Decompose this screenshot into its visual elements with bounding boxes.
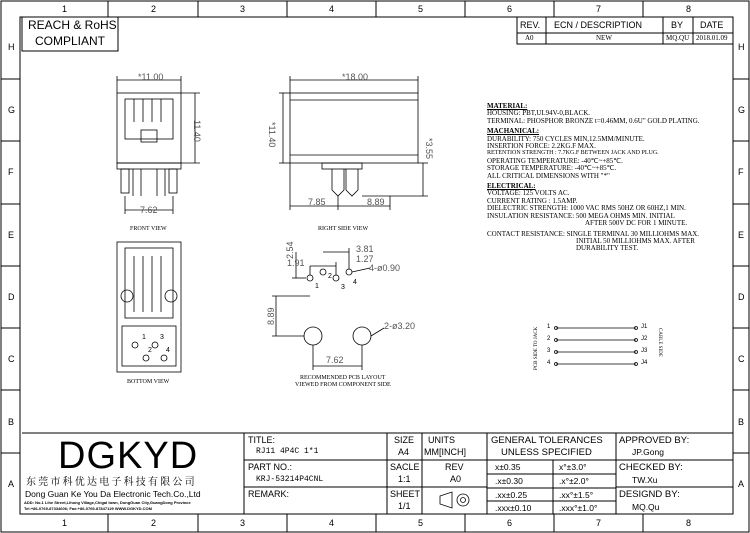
grid-row-b: B <box>8 417 15 427</box>
pcb-dim-1-91: 1.91 <box>287 258 305 268</box>
schematic-right-pin-j4: J4 <box>641 360 648 366</box>
spec-critical: ALL CRITICAL DIMENSIONS WITH "*" <box>487 171 610 180</box>
material-heading: MATERIAL: <box>487 102 528 110</box>
electrical-heading: ELECTRICAL: <box>487 182 536 191</box>
spec-dielectric: DIELECTRIC STRENGTH: 1000 VAC RMS 50HZ OR 60HZ,1 MIN. <box>487 204 686 213</box>
sheet-value: 1/1 <box>398 501 411 511</box>
grid-row-c: C <box>8 354 15 364</box>
company-name-cn: 东莞市科优达电子科技有限公司 <box>26 477 197 488</box>
front-dim-pin-span: 7.62 <box>140 205 158 215</box>
spec-storage: STORAGE TEMPERATURE: -40℃~+85℃. <box>487 164 617 173</box>
projection-symbol <box>440 492 469 508</box>
grid-row-h-right: H <box>738 42 745 52</box>
tolerance-angular-0: x°±3.0° <box>559 462 587 472</box>
spec-housing: HOUSING: PBT,UL94V-0,BLACK. <box>487 109 591 118</box>
grid-col-6-bottom: 6 <box>507 518 513 528</box>
company-address: ADD: No.1 Lihe Street,Lihong Village,Chigal town, DongGuan City,GuangDong Province <box>24 500 191 505</box>
remark-label: REMARK: <box>248 489 290 499</box>
tolerance-angular-1: .x°±2.0° <box>559 476 589 486</box>
spec-insertion: INSERTION FORCE: 2.2KG.F MAX. <box>487 142 596 151</box>
rev-header-by: BY <box>671 20 684 30</box>
bottom-pin-3: 3 <box>160 334 164 341</box>
tolerance-angular-3: .xxx°±1.0° <box>559 503 598 513</box>
spec-retention: RETENTION STRENGTH : 7.7KG.F BETWEEN JACK AND PLUG. <box>487 150 659 157</box>
compliance-line-1: REACH & RoHS <box>28 18 117 32</box>
pcb-dim-1-27: 1.27 <box>356 254 374 264</box>
grid-col-7: 7 <box>596 4 602 14</box>
pcb-dim-3-81: 3.81 <box>356 244 374 254</box>
schematic-left-pin-3: 3 <box>547 348 551 354</box>
grid-row-b-right: B <box>738 417 745 427</box>
grid-col-1: 1 <box>62 4 68 14</box>
spec-terminal: TERMINAL: PHOSPHOR BRONZE t=0.46MM, 0.6U" GOLD PLATING. <box>487 116 700 125</box>
units-label: UNITS <box>428 435 455 445</box>
rev-row-date: 2018.01.09 <box>696 34 728 42</box>
grid-row-g-right: G <box>738 105 746 115</box>
spec-contact-2: INITIAL 50 MILLIOHMS MAX. AFTER <box>576 236 695 245</box>
rev-header-ecn: ECN / DESCRIPTION <box>554 20 643 30</box>
side-dim-height: *11.40 <box>267 122 277 148</box>
compliance-line-2: COMPLIANT <box>35 34 106 48</box>
schematic-left-pin-4: 4 <box>547 360 551 366</box>
pcb-label-1: RECOMMENDED PCB LAYOUT <box>300 375 386 381</box>
side-view-drawing <box>279 76 428 210</box>
tolerance-angular-2: .xx°±1.5° <box>559 490 594 500</box>
tolerance-heading-2: UNLESS SPECIFIED <box>501 447 592 458</box>
spec-insulation-1: INSULATION RESISTANCE: 500 MEGA OHMS MIN. INITIAL <box>487 211 675 220</box>
company-name-en: Dong Guan Ke You Da Electronic Tech.Co.,Ltd <box>25 489 201 499</box>
pcb-dim-large-hole: 2-ø3.20 <box>384 321 416 331</box>
grid-col-1-bottom: 1 <box>62 518 68 528</box>
grid-col-4: 4 <box>329 4 335 14</box>
front-dim-width: *11.00 <box>138 72 164 82</box>
spec-current: CURRENT RATING : 1.5AMP. <box>487 196 578 205</box>
tolerance-heading-1: GENERAL TOLERANCES <box>491 435 603 446</box>
units-value: MM[INCH] <box>424 447 466 457</box>
designed-value: MQ.Qu <box>632 502 660 512</box>
grid-row-g: G <box>8 105 16 115</box>
title-label: TITLE: <box>248 435 276 445</box>
pcb-pin-3: 3 <box>341 284 345 291</box>
rev-row-rev: A0 <box>525 34 534 42</box>
spec-durability: DURABILITY: 750 CYCLES MIN,12.5MM/MINUTE. <box>487 134 645 143</box>
approved-label: APPROVED BY: <box>619 435 690 446</box>
rev-value: A0 <box>450 474 462 484</box>
grid-col-8: 8 <box>686 4 692 14</box>
grid-col-5-bottom: 5 <box>418 518 424 528</box>
bottom-view-label: BOTTOM VIEW <box>127 379 170 385</box>
bottom-pin-1: 1 <box>142 334 146 341</box>
schematic-left-pin-1: 1 <box>547 324 551 330</box>
bottom-pin-4: 4 <box>166 347 170 354</box>
rev-label: REV <box>445 462 464 472</box>
side-dim-length: *18.00 <box>342 72 369 82</box>
company-contact: Tel:+86-0769-87334606; Fax:+86-0769-87847129 WWW.DGKYD.COM <box>24 506 152 511</box>
pcb-dim-7-62: 7.62 <box>326 355 344 365</box>
rev-row-ecn: NEW <box>596 34 612 42</box>
designed-label: DESIGND BY: <box>619 489 680 500</box>
size-value: A4 <box>398 447 410 457</box>
grid-row-a: A <box>8 479 15 489</box>
spec-voltage: VOLTAGE: 125 VOLTS AC. <box>487 189 570 198</box>
grid-col-8-bottom: 8 <box>686 518 692 528</box>
grid-col-3-bottom: 3 <box>240 518 246 528</box>
spec-operating: OPERATING TEMPERATURE: -40℃~+85℃. <box>487 156 623 165</box>
pcb-pin-2: 2 <box>328 273 332 280</box>
grid-row-h: H <box>8 42 15 52</box>
front-view-label: FRONT VIEW <box>130 226 167 232</box>
grid-col-5: 5 <box>418 4 424 14</box>
schematic-right-pin-j1: J1 <box>641 324 648 330</box>
approved-value: JP.Gong <box>632 447 664 457</box>
schematic-right-pin-j2: J2 <box>641 336 648 342</box>
side-dim-a: 7.85 <box>308 197 326 207</box>
pcb-dim-8-89: 8.89 <box>266 307 276 325</box>
side-dim-post: *3.55 <box>424 138 434 160</box>
grid-col-7-bottom: 7 <box>596 518 602 528</box>
grid-row-e-right: E <box>738 230 745 240</box>
grid-col-4-bottom: 4 <box>329 518 335 528</box>
pin-schematic <box>555 327 638 366</box>
part-label: PART NO.: <box>248 462 293 472</box>
schematic-cable-side-label: CABLE SIDE <box>657 328 662 357</box>
grid-row-d: D <box>8 292 15 302</box>
pcb-pin-4: 4 <box>353 279 357 286</box>
grid-row-e: E <box>8 230 15 240</box>
grid-row-f: F <box>8 167 14 177</box>
grid-col-2-bottom: 2 <box>151 518 157 528</box>
mechanical-heading: MACHANICAL: <box>487 127 540 136</box>
grid-row-f-right: F <box>738 167 744 177</box>
grid-col-6: 6 <box>507 4 513 14</box>
schematic-pcb-side-label: PCB SIDE TO JACK <box>534 326 539 370</box>
grid-col-3: 3 <box>240 4 246 14</box>
spec-insulation-2: AFTER 500V DC FOR 1 MINUTE. <box>585 219 688 228</box>
tolerance-linear-1: .x±0.30 <box>495 476 523 486</box>
scale-value: 1:1 <box>398 474 411 484</box>
rev-header-rev: REV. <box>520 20 541 30</box>
rev-header-date: DATE <box>700 20 724 30</box>
checked-value: TW.Xu <box>632 475 658 485</box>
side-view-label: RIGHT SIDE VIEW <box>318 226 369 232</box>
schematic-right-pin-j3: J3 <box>641 348 648 354</box>
title-value: RJ11 4P4C 1*1 <box>256 447 319 456</box>
grid-row-c-right: C <box>738 354 745 364</box>
front-dim-height: 11.40 <box>192 120 202 142</box>
schematic-left-pin-2: 2 <box>547 336 551 342</box>
front-view-drawing <box>117 76 200 214</box>
company-logo: DGKYD <box>58 435 199 477</box>
spec-contact-1: CONTACT RESISTANCE: SINGLE TERMINAL 30 MILLIOHMS MAX. <box>487 229 700 238</box>
grid-row-d-right: D <box>738 292 745 302</box>
bottom-pin-2: 2 <box>148 347 152 354</box>
side-dim-b: 8.89 <box>367 197 385 207</box>
rev-row-by: MQ.QU <box>666 34 690 42</box>
part-value: KRJ-53214P4CNL <box>256 475 324 484</box>
checked-label: CHECKED BY: <box>619 462 683 473</box>
scale-label: SACLE <box>390 462 420 472</box>
tolerance-linear-3: .xxx±0.10 <box>495 503 532 513</box>
size-label: SIZE <box>394 435 415 445</box>
pcb-dim-small-hole: 4-ø0.90 <box>369 263 401 273</box>
pcb-pin-1: 1 <box>315 283 319 290</box>
sheet-label: SHEET <box>390 489 421 499</box>
grid-col-2: 2 <box>151 4 157 14</box>
pcb-label-2: VIEWED FROM COMPONENT SIDE <box>295 382 391 388</box>
pcb-dim-2-54: 2.54 <box>285 241 295 259</box>
spec-contact-3: DURABILITY TEST. <box>576 244 639 253</box>
specs-block <box>487 103 700 253</box>
tolerance-linear-2: .xx±0.25 <box>495 490 528 500</box>
grid-row-a-right: A <box>738 479 745 489</box>
tolerance-linear-0: x±0.35 <box>495 462 521 472</box>
